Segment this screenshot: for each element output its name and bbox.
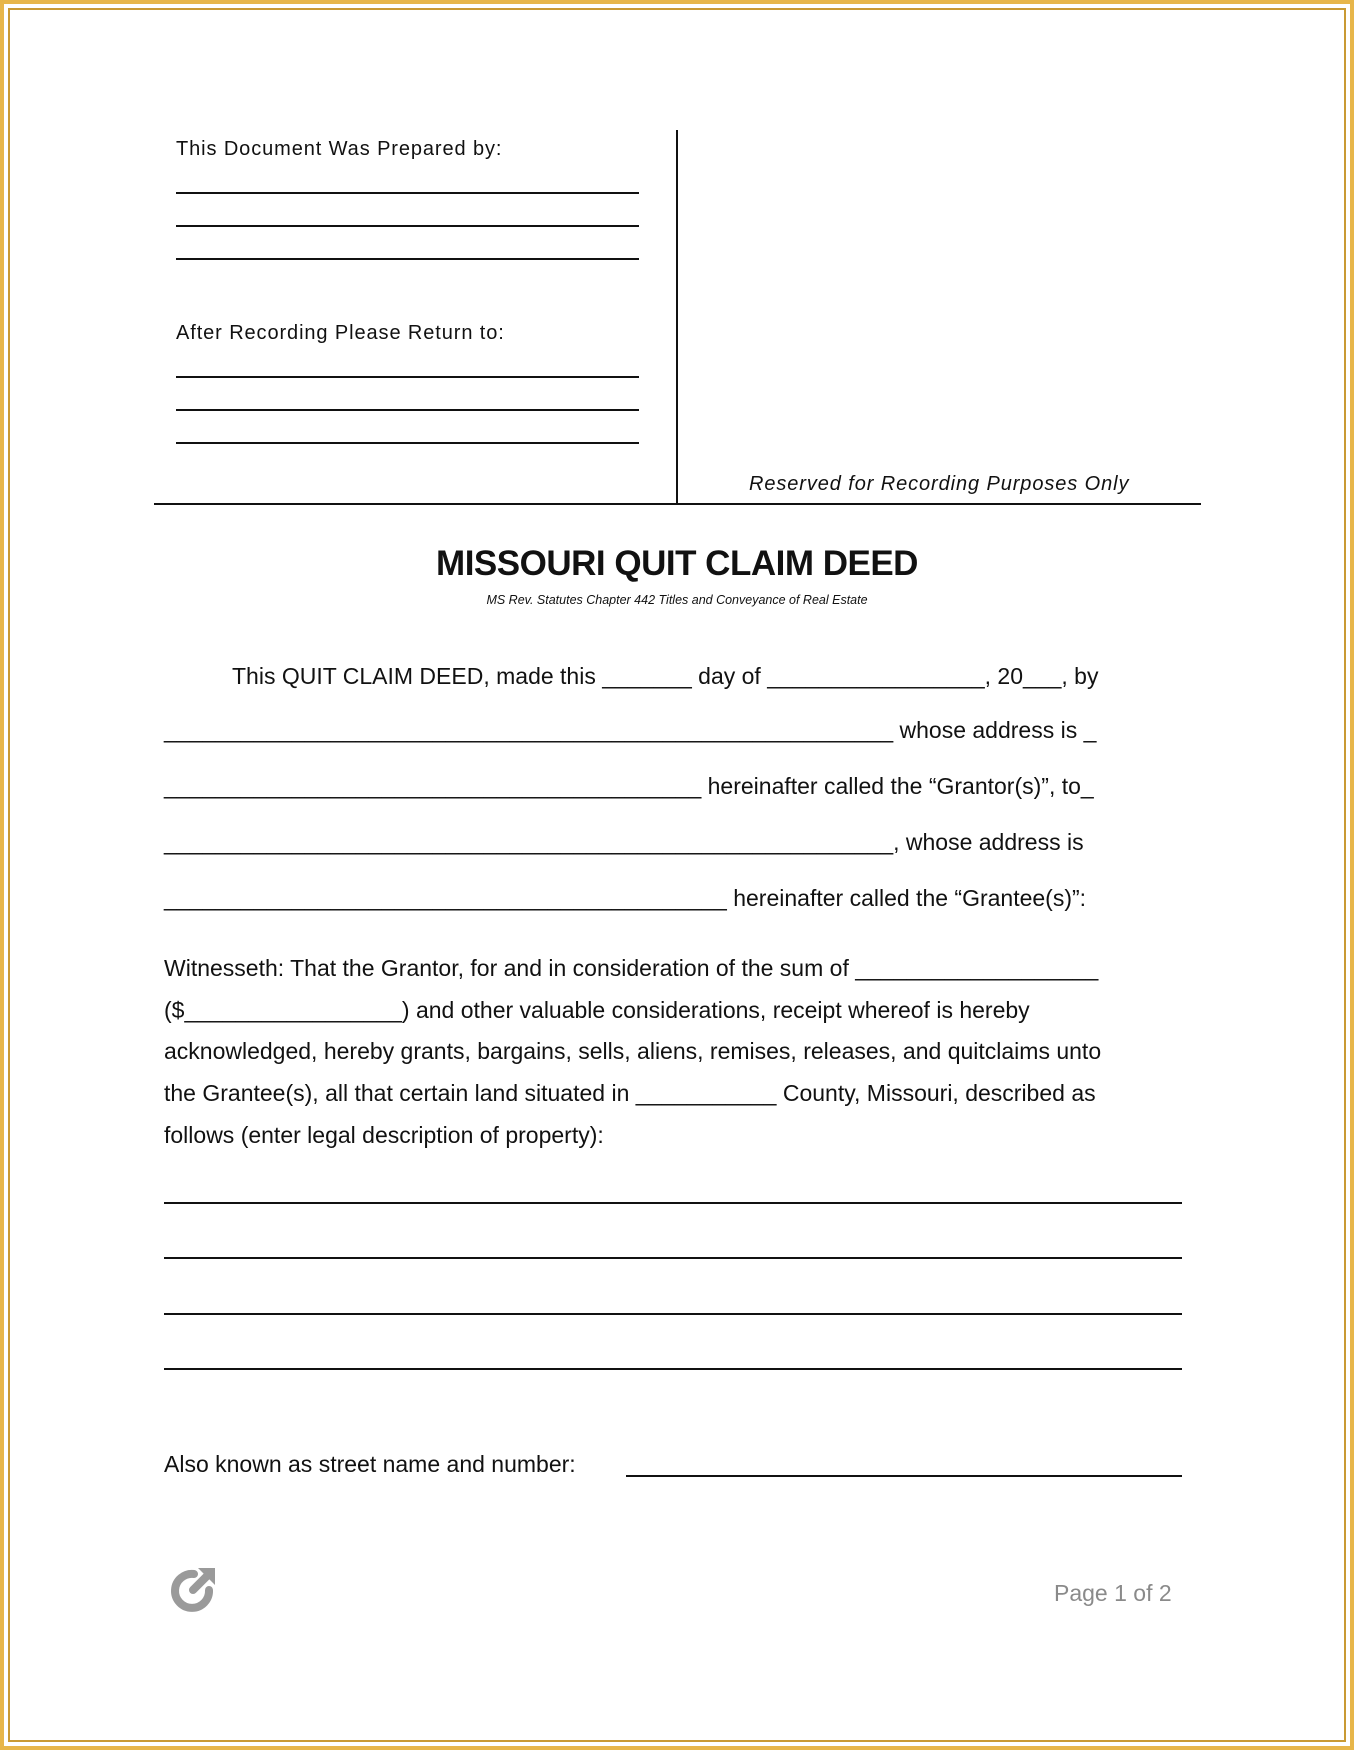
legal-description-line-1	[164, 1202, 1182, 1204]
prepared-by-line-2	[176, 225, 639, 227]
parties-line-1: This QUIT CLAIM DEED, made this _______ day of _________________, 20___, by	[232, 663, 1099, 689]
prepared-by-label: This Document Was Prepared by:	[176, 138, 503, 160]
page-number: Page 1 of 2	[1054, 1580, 1172, 1606]
prepared-by-line-3	[176, 258, 639, 260]
witnesseth-line-5: follows (enter legal description of property):	[164, 1122, 604, 1148]
header-bottom-rule	[154, 503, 1201, 505]
return-to-label: After Recording Please Return to:	[176, 322, 505, 344]
reserved-for-recording-label: Reserved for Recording Purposes Only	[749, 473, 1130, 495]
street-label: Also known as street name and number:	[164, 1451, 576, 1477]
document-title: MISSOURI QUIT CLAIM DEED	[436, 544, 918, 583]
legal-description-line-4	[164, 1368, 1182, 1370]
witnesseth-line-3: acknowledged, hereby grants, bargains, sells, aliens, remises, releases, and quitclaims unto	[164, 1038, 1102, 1064]
street-line	[626, 1475, 1182, 1477]
legal-description-line-2	[164, 1257, 1182, 1259]
recording-box-divider	[676, 130, 678, 503]
return-to-line-1	[176, 376, 639, 378]
parties-line-3: __________________________________________ hereinafter called the “Grantor(s)”, to_	[164, 773, 1094, 799]
return-to-line-3	[176, 442, 639, 444]
document-subtitle: MS Rev. Statutes Chapter 442 Titles and Conveyance of Real Estate	[486, 593, 868, 607]
parties-line-2: _________________________________________________________ whose address is _	[164, 717, 1097, 743]
prepared-by-line-1	[176, 192, 639, 194]
legal-description-line-3	[164, 1313, 1182, 1315]
parties-line-5: ____________________________________________ hereinafter called the “Grantee(s)”:	[164, 885, 1087, 911]
return-to-line-2	[176, 409, 639, 411]
parties-line-4: _________________________________________________________, whose address is	[164, 829, 1084, 855]
witnesseth-line-1: Witnesseth: That the Grantor, for and in consideration of the sum of ___________________	[164, 955, 1099, 981]
witnesseth-line-4: the Grantee(s), all that certain land situated in ___________ County, Missouri, described as	[164, 1080, 1096, 1106]
witnesseth-line-2: ($_________________) and other valuable considerations, receipt whereof is hereby	[164, 997, 1030, 1023]
arrow-logo-icon	[168, 1565, 218, 1615]
